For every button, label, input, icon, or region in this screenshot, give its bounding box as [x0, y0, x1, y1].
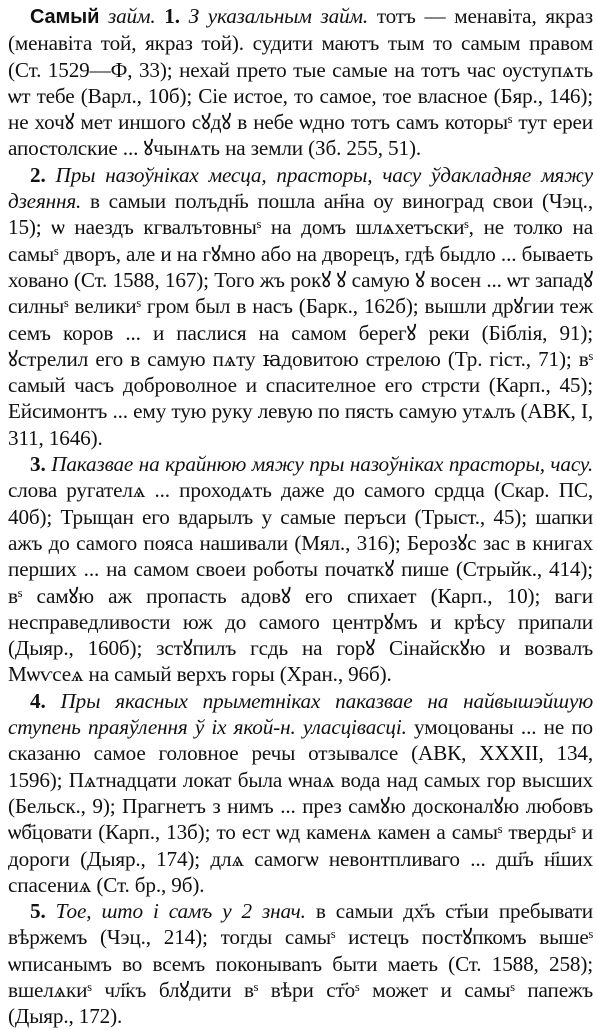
sense-1-text: тотъ — менавіта, якраз (менавіта той, якраз той). судити маютъ тым то самым правом (Ст. 1529—Ф, 33); нехай прето тые самые на тотъ час оуступѧть ѡт тебе (Варл., 10б); Сіе истое, то самое, тое власное (Бяр., 146); не хочꙋ мет иншого сꙋдꙋ в небе ѡдно тотъ самъ которыˢ тут ереи апостолские ... ꙋчынѧть на земли (Зб. 255, 51). [8, 4, 593, 161]
sense-5-definition: Тое, што і самъ у 2 знач. [55, 899, 306, 924]
sense-2-text: в самыи полъдн҃ь пошла ан҃на оу виноград свои (Чэц., 15); ѡ наездъ кгвалътовныˢ на домъ шлѧхетъскиˢ, не толко на самыˢ дворъ, але и на гꙋмно або на дворецъ, гдѣ быдло ... бываеть ховано (Ст. 1588, 167); Того жъ рокꙋ ꙋ самую ꙋ восен ... ѡт западꙋ силныˢ великиˢ гром был в насъ (Барк., 162б); вышли дрꙋгии теж семъ коров ... и паслися на самом берегꙋ реки (Біблія, 91); ꙋстрелил его в самую пѧту ꙗдовитою стрелою (Тр. гіст., 71); вˢ самый часъ доброволное и спасителное его стрсти (Карп., 45); Ейсимонтъ ... ему тую руку левую по пясть самую утѧлъ (АВК, I, 311, 1646). [8, 189, 593, 450]
sense-5-number: 5. [30, 899, 46, 924]
sense-1-grammar: займ. [108, 4, 156, 28]
sense-5-text: в самыи дх҃ъ ст҃ыи пребывати вѣржемъ (Чэц., 214); тогды самыˢ истецъ постꙋпкомъ вышеˢ ѡписанымъ во всемъ поконываnъ быти маеть (Ст. 1588, 258); вшелѧкиˢ чл҃къ блꙋдити вˢ вѣри ст҃оˢ может и самыˢ папежъ (Дыяр., 172). [8, 899, 593, 1029]
sense-4-text: умоцованы ... не по сказаню самое головное речы отзывалсе (АВК, XXXII, 134, 1596); Пѧтнадцати локат была ѡнаѧ вода над самых гор высших (Бельск., 9); Прагнетъ з нимъ ... през самꙋю досконалꙋю любовъ ѡб҃цовати (Карп., 13б); то ест ѡд каменѧ камен а самыˢ твердыˢ и дороги (Дыяр., 174); длѧ самогѡ невонтпливаго ... дш҃ъ н҃ших спасениѧ (Ст. бр., 9б). [8, 715, 594, 897]
sense-3-definition: Паказвае на крайнюю мяжу пры назоўніках прасторы, часу. [51, 452, 593, 477]
sense-4-definition: Пры якасных прыметніках паказвае на найвышэйшую ступень праяўлення ў іх якой-н. уласцівасці. [8, 688, 593, 740]
sense-2-definition: Пры назоўніках месца, прасторы, часу ўдакладняе мяжу дзеяння. [8, 162, 593, 214]
sense-4-number: 4. [30, 688, 46, 713]
sense-3-text: слова ругателѧ ... проходѧть даже до самого срдца (Скар. ПС, 40б); Трыщан его вдарылъ у самые перъси (Трыст., 45); шапки ажъ до самого пояса нашивали (Мял., 316); Берозꙋс зас в книгах перших ... на самом своеи роботы початкꙋ пише (Стрыйк., 414); вˢ самꙋю аж пропасть адовꙋ его спихает (Карп., 10); ваги несправедливости юж до самого центрꙋмъ и крѣсу припали (Дыяр., 160б); зстꙋпилъ гсдь на горꙋ Сінайскꙋю и возвалъ Мѡѵсеѧ на самый верхъ горы (Хран., 96б). [8, 478, 593, 687]
sense-2-number: 2. [30, 162, 46, 187]
sense-1-definition: З указальным займ. [188, 4, 369, 28]
sense-4 [8, 688, 593, 898]
sense-3-number: 3. [30, 452, 46, 477]
headword: Самый [30, 6, 100, 28]
sense-3 [8, 451, 593, 688]
sense-5 [8, 898, 593, 1029]
sense-1-number: 1. [164, 4, 180, 28]
sense-1 [8, 3, 593, 162]
sense-2 [8, 162, 593, 451]
